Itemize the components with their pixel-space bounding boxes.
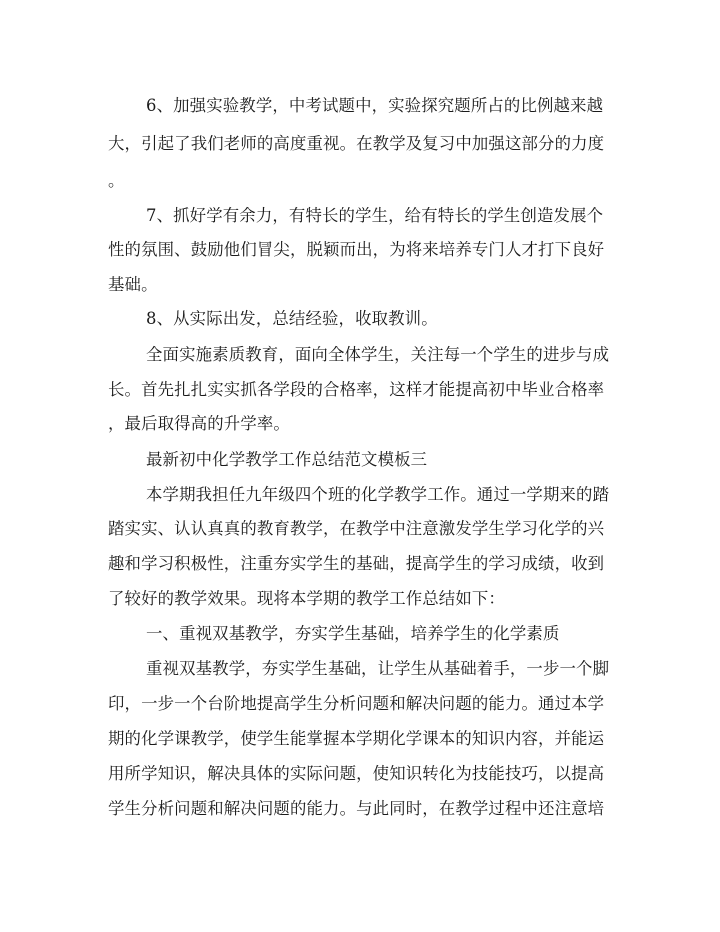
paragraph-line: 期的化学课教学，使学生能掌握本学期化学课本的知识内容，并能运	[108, 729, 605, 748]
paragraph-line: 7、抓好学有余力，有特长的学生，给有特长的学生创造发展个	[146, 206, 604, 225]
paragraph-line: 长。首先扎扎实实抓各学段的合格率，这样才能提高初中毕业合格率	[108, 380, 605, 399]
paragraph-line: 全面实施素质教育，面向全体学生，关注每一个学生的进步与成	[146, 345, 610, 364]
paragraph-line: 基础。	[108, 275, 158, 294]
subsection-heading: 一、重视双基教学，夯实学生基础，培养学生的化学素质	[146, 624, 560, 643]
paragraph-line: 8、从实际出发，总结经验，收取教训。	[146, 309, 438, 328]
paragraph-line: 重视双基教学，夯实学生基础，让学生从基础着手，一步一个脚	[146, 659, 610, 678]
paragraph-line: 大，引起了我们老师的高度重视。在教学及复习中加强这部分的力度	[108, 134, 605, 153]
paragraph-line: 性的氛围、鼓励他们冒尖，脱颖而出，为将来培养专门人才打下良好	[108, 240, 605, 259]
paragraph-line: 趣和学习积极性，注重夯实学生的基础，提高学生的学习成绩，收到	[108, 554, 605, 573]
paragraph-line: 用所学知识，解决具体的实际问题，使知识转化为技能技巧，以提高	[108, 764, 605, 783]
paragraph-line: 印，一步一个台阶地提高学生分析问题和解决问题的能力。通过本学	[108, 694, 605, 713]
paragraph-line: ，最后取得高的升学率。	[108, 414, 290, 433]
section-heading: 最新初中化学教学工作总结范文模板三	[146, 450, 428, 469]
paragraph-line: 踏实实、认认真真的教育教学，在教学中注意激发学生学习化学的兴	[108, 519, 605, 538]
paragraph-line: 6、加强实验教学，中考试题中，实验探究题所占的比例越来越	[146, 96, 604, 115]
paragraph-line: 了较好的教学效果。现将本学期的教学工作总结如下：	[108, 589, 505, 608]
paragraph-line: 学生分析问题和解决问题的能力。与此同时，在教学过程中还注意培	[108, 799, 605, 818]
paragraph-line: 。	[108, 171, 125, 190]
paragraph-line: 本学期我担任九年级四个班的化学教学工作。通过一学期来的踏	[146, 485, 610, 504]
